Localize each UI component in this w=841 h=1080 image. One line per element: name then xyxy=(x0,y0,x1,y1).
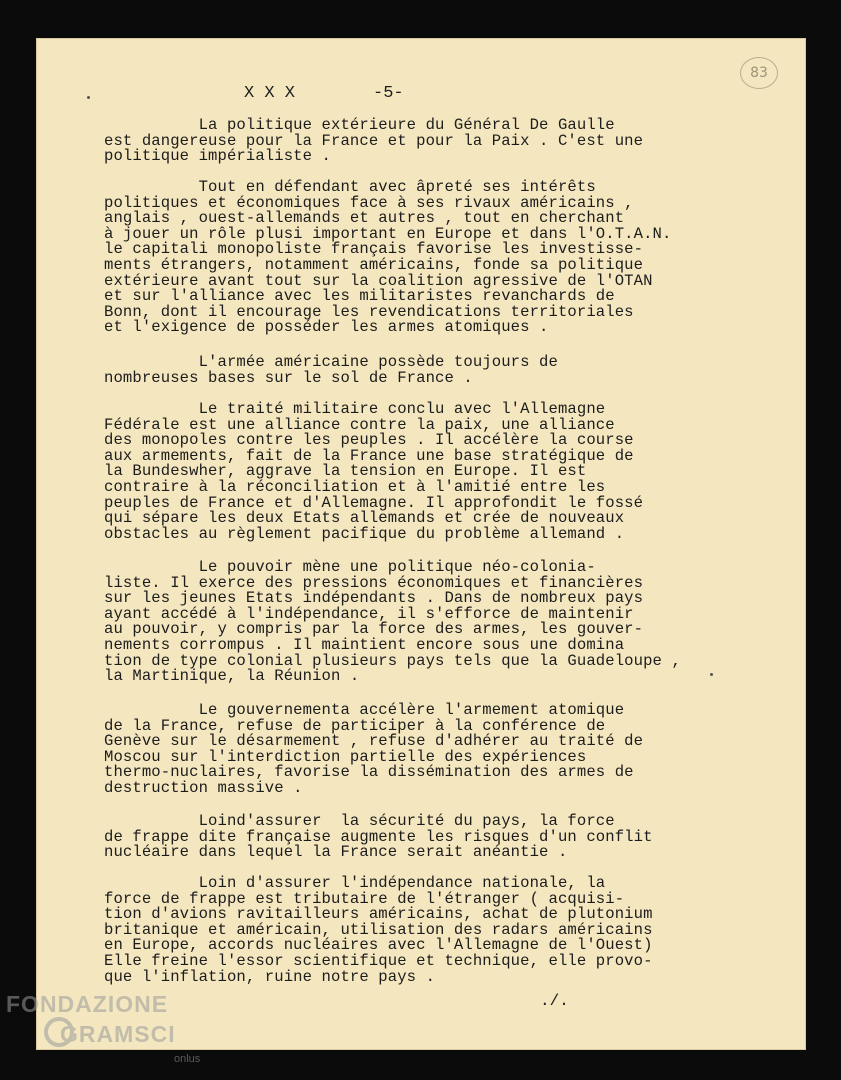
text-line: obstacles au règlement pacifique du problème allemand . xyxy=(104,524,625,543)
text-line: destruction massive . xyxy=(104,778,303,797)
text-line: nombreuses bases sur le sol de France . xyxy=(104,368,473,387)
paper-speck xyxy=(87,96,90,99)
paragraph-4 xyxy=(104,402,643,542)
text-line: Le pouvoir mène une politique néo-colonia- xyxy=(104,558,596,576)
text-line: Le traité militaire conclu avec l'Allemagne xyxy=(104,400,606,418)
text-line: nucléaire dans lequel la France serait anéantie . xyxy=(104,843,568,862)
text-line: aux armements, fait de la France une base stratégique de xyxy=(104,446,634,465)
paragraph-3 xyxy=(104,355,558,386)
text-line: peuples de France et d'Allemagne. Il approfondit le fossé xyxy=(104,493,644,512)
text-line: et l'exigence de posséder les armes atomiques . xyxy=(104,318,549,337)
text-line: Le gouvernementa accélère l'armement atomique xyxy=(104,701,625,719)
text-line: Fédérale est une alliance contre la paix, une alliance xyxy=(104,415,615,434)
paragraph-2 xyxy=(104,180,671,336)
text-line: Moscou sur l'interdiction partielle des expériences xyxy=(104,747,587,766)
text-line: sur les jeunes Etats indépendants . Dans de nombreux pays xyxy=(104,589,644,608)
text-line: est dangereuse pour la France et pour la Paix . C'est une xyxy=(104,131,644,150)
text-line: Loin d'assurer l'indépendance nationale, la xyxy=(104,874,606,892)
text-line: Genève sur le désarmement , refuse d'adhérer au traité de xyxy=(104,732,644,751)
watermark-line-3: onlus xyxy=(174,1053,201,1065)
watermark-line-2: GRAMSCI xyxy=(60,1021,176,1047)
paper-speck xyxy=(710,673,713,676)
text-line: en Europe, accords nucléaires avec l'Allemagne de l'Ouest) xyxy=(104,936,653,955)
watermark-line-1: FONDAZIONE xyxy=(6,991,169,1017)
text-line: La politique extérieure du Général De Gaulle xyxy=(104,116,615,134)
text-line: au pouvoir, y compris par la force des armes, les gouver- xyxy=(104,620,644,639)
text-line: de la France, refuse de participer à la conférence de xyxy=(104,716,606,735)
paragraph-1 xyxy=(104,118,643,165)
fondazione-gramsci-watermark xyxy=(4,990,234,1070)
paragraph-6 xyxy=(104,703,643,797)
text-line: ments étrangers, notamment américains, fonde sa politique xyxy=(104,255,644,274)
text-line: nements corrompus . Il maintient encore sous une domina xyxy=(104,635,625,654)
paragraph-7 xyxy=(104,814,653,861)
text-line: la Martinique, la Réunion . xyxy=(104,667,360,686)
text-line: contraire à la réconciliation et à l'amitié entre les xyxy=(104,477,606,496)
text-line: de frappe dite française augmente les risques d'un conflit xyxy=(104,827,653,846)
text-line: que l'inflation, ruine notre pays . xyxy=(104,967,436,986)
header-marks: X X X xyxy=(244,84,296,103)
text-line: britanique et américain, utilisation des radars américains xyxy=(104,920,653,939)
text-line: et sur l'alliance avec les militaristes revanchards de xyxy=(104,287,615,306)
archive-page-stamp: 83 xyxy=(740,57,778,89)
text-line: anglais , ouest-allemands et autres , tout en cherchant xyxy=(104,209,625,228)
text-line: Bonn, dont il encourage les revendications territoriales xyxy=(104,302,634,321)
page-number: -5- xyxy=(373,84,404,103)
continuation-mark: ./. xyxy=(540,992,569,1010)
text-line: Loind'assurer la sécurité du pays, la force xyxy=(104,812,615,830)
text-line: à jouer un rôle plusi important en Europe et dans l'O.T.A.N. xyxy=(104,224,672,243)
text-line: tion de type colonial plusieurs pays tels que la Guadeloupe , xyxy=(104,651,681,670)
text-line: la Bundeswher, aggrave la tension en Europe. Il est xyxy=(104,462,587,481)
text-line: politiques et économiques face à ses rivaux américains , xyxy=(104,193,634,212)
text-line: ayant accédé à l'indépendance, il s'efforce de maintenir xyxy=(104,604,634,623)
text-line: des monopoles contre les peuples . Il accélère la course xyxy=(104,431,634,450)
text-line: liste. Il exerce des pressions économiques et financières xyxy=(104,573,644,592)
text-line: force de frappe est tributaire de l'étranger ( acquisi- xyxy=(104,889,625,908)
paragraph-5 xyxy=(104,560,681,685)
text-line: Tout en défendant avec âpreté ses intérêts xyxy=(104,178,596,196)
text-line: le capitali monopoliste français favorise les investisse- xyxy=(104,240,644,259)
text-line: Elle freine l'essor scientifique et technique, elle provo- xyxy=(104,951,653,970)
text-line: qui sépare les deux Etats allemands et crée de nouveaux xyxy=(104,509,625,528)
paragraph-8 xyxy=(104,876,653,985)
text-line: L'armée américaine possède toujours de xyxy=(104,353,558,371)
text-line: politique impérialiste . xyxy=(104,147,331,166)
page-header xyxy=(244,84,404,103)
text-line: extérieure avant tout sur la coalition agressive de l'OTAN xyxy=(104,271,653,290)
text-line: tion d'avions ravitailleurs américains, achat de plutonium xyxy=(104,905,653,924)
text-line: thermo-nuclaires, favorise la dissémination des armes de xyxy=(104,763,634,782)
